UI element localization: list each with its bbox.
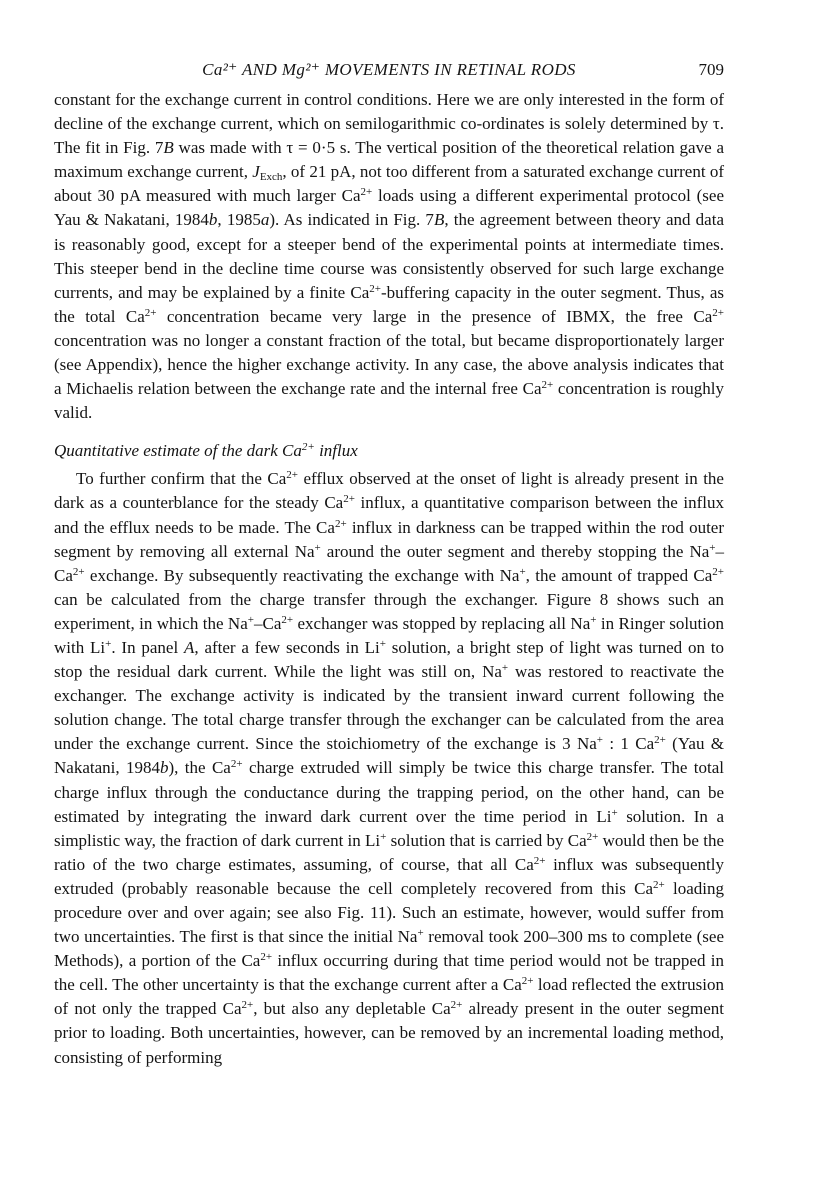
figure-panel-ref: B bbox=[433, 210, 445, 230]
text-run: loads using a different experimental protocol (see Yau & Nakatani, 1984 bbox=[54, 186, 724, 230]
section-heading bbox=[54, 439, 724, 463]
text-run: would then be the ratio of the two charge estimates, assuming, of course, that all Ca bbox=[54, 830, 724, 874]
superscript: 2+ bbox=[260, 951, 273, 964]
superscript: 2+ bbox=[343, 493, 355, 506]
superscript: 2+ bbox=[230, 758, 243, 771]
superscript: 2+ bbox=[654, 734, 666, 747]
superscript: + bbox=[709, 541, 716, 554]
running-title: Ca²⁺ AND Mg²⁺ MOVEMENTS IN RETINAL RODS bbox=[202, 60, 576, 79]
text-run: charge extruded will simply be twice this charge transfer. The total charge influx through the conductance during the trapping period, on the other hand, can be estimated by integrating the inward dark current over the time period in Li bbox=[54, 758, 724, 826]
text-run: can be calculated from the charge transfer through the exchanger. Figure 8 shows such an experiment, in which the Na bbox=[54, 589, 724, 633]
text-run: (Yau & Nakatani, 1984 bbox=[54, 734, 725, 778]
superscript: 2+ bbox=[144, 306, 157, 319]
superscript: + bbox=[105, 637, 112, 650]
superscript: 2+ bbox=[653, 878, 665, 891]
text-run: solution, a bright step of light was turned on to stop the residual dark current. While the light was still on, Na bbox=[54, 637, 724, 682]
text-run: loading procedure over and over again; see also Fig. 11). Such an estimate, however, would suffer from two uncertainties. The first is that since the initial Na bbox=[54, 878, 725, 947]
superscript: + bbox=[590, 613, 597, 626]
text-run: constant for the exchange current in control conditions. Here we are only interested in the form of decline of the exchange current, which on semilogarithmic co-ordinates is solely determined by τ. The fit in Fig. 7 bbox=[54, 90, 724, 158]
text-run: solution. In a simplistic way, the fraction of dark current in Li bbox=[54, 806, 724, 850]
text-run: . In panel bbox=[111, 637, 184, 657]
superscript: + bbox=[501, 662, 509, 675]
text-run: solution that is carried by Ca bbox=[386, 830, 587, 850]
citation-letter: b bbox=[208, 210, 218, 230]
superscript: 2+ bbox=[586, 830, 599, 843]
text-run: , the amount of trapped Ca bbox=[525, 565, 713, 585]
text-run: ), the Ca bbox=[168, 758, 231, 778]
subscript-exch: Exch bbox=[259, 171, 283, 184]
heading-text: Quantitative estimate of the dark Ca bbox=[54, 441, 302, 461]
superscript: 2+ bbox=[712, 565, 724, 578]
journal-page bbox=[54, 58, 724, 1070]
text-run: load reflected the extrusion of not only the trapped Ca bbox=[54, 975, 724, 1019]
symbol-j: J bbox=[252, 162, 260, 182]
superscript: 2+ bbox=[72, 565, 85, 578]
text-run: , the agreement between theory and data is reasonably good, except for a steeper bend of the experimental points at intermediate times. This steeper bend in the decline time course was consistently observed for such large exchange currents, and may be explained by a finite Ca bbox=[54, 210, 724, 302]
text-run: influx was subsequently extruded (probably reasonable because the cell completely recovered from this Ca bbox=[54, 854, 724, 898]
superscript: 2+ bbox=[369, 282, 381, 295]
superscript: 2+ bbox=[533, 854, 546, 867]
page-header bbox=[54, 58, 724, 88]
superscript: + bbox=[247, 613, 254, 626]
text-run: in Ringer solution with Li bbox=[54, 613, 725, 657]
text-run: was made with τ = 0·5 s. The vertical position of the theoretical relation gave a maximum exchange current, bbox=[54, 138, 724, 182]
panel-letter: A bbox=[184, 637, 195, 657]
superscript: 2+ bbox=[712, 306, 724, 319]
superscript: 2+ bbox=[301, 441, 315, 454]
superscript: 2+ bbox=[541, 379, 554, 392]
text-run: ). As indicated in Fig. 7 bbox=[269, 210, 434, 230]
text-run: influx in darkness can be trapped within the rod outer segment by removing all external Na bbox=[54, 517, 724, 561]
superscript: + bbox=[417, 927, 424, 940]
superscript: 2+ bbox=[241, 999, 254, 1012]
citation-letter: a bbox=[260, 210, 270, 230]
superscript: + bbox=[379, 637, 386, 650]
superscript: + bbox=[519, 565, 526, 578]
superscript: + bbox=[380, 830, 387, 843]
text-run: was restored to reactivate the exchanger. The exchange activity is indicated by the transient inward current following the solution change. The total charge transfer through the exchanger can be calculated from the area under the exchange current. Since the stoichiometry of the exchange is 3 Na bbox=[54, 662, 724, 754]
figure-panel-ref: B bbox=[163, 138, 174, 158]
text-run: influx, a quantitative comparison between the influx and the efflux needs to be made. The Ca bbox=[54, 493, 725, 537]
text-run: , 1985 bbox=[217, 210, 261, 230]
text-run: -buffering capacity in the outer segment. Thus, as the total Ca bbox=[54, 282, 724, 326]
citation-letter: b bbox=[160, 758, 169, 778]
paragraph-dark-influx-estimate bbox=[54, 467, 724, 1069]
superscript: + bbox=[596, 734, 604, 747]
superscript: 2+ bbox=[334, 517, 347, 530]
superscript: 2+ bbox=[450, 999, 463, 1012]
text-run: efflux observed at the onset of light is already present in the dark as a counterblance for the steady Ca bbox=[54, 469, 724, 513]
superscript: 2+ bbox=[286, 469, 298, 482]
text-run: –Ca bbox=[54, 541, 724, 585]
paragraph-exchange-current-fit bbox=[54, 88, 724, 425]
text-run: removal took 200–300 ms to complete (see Methods), a portion of the Ca bbox=[54, 927, 724, 971]
text-run: concentration was no longer a constant fraction of the total, but became disproportionately larger (see Appendix), hence the higher exchange activity. In any case, the above analysis indicates that a Michaelis relation between the exchange rate and the internal free Ca bbox=[54, 330, 724, 399]
superscript: 2+ bbox=[521, 975, 534, 988]
text-run: , of 21 pA, not too different from a saturated exchange current of about 30 pA measured with much larger Ca bbox=[54, 162, 724, 206]
text-run: –Ca bbox=[253, 613, 282, 633]
text-run: around the outer segment and thereby stopping the Na bbox=[320, 541, 710, 561]
text-run: concentration became very large in the presence of IBMX, the free Ca bbox=[156, 306, 713, 326]
superscript: + bbox=[314, 541, 321, 554]
text-run: , but also any depletable Ca bbox=[253, 999, 451, 1019]
text-run: exchanger was stopped by replacing all Na bbox=[293, 613, 591, 633]
superscript: + bbox=[611, 806, 618, 819]
text-run: influx occurring during that time period would not be trapped in the cell. The other uncertainty is that the exchange current after a Ca bbox=[54, 951, 724, 995]
page-number: 709 bbox=[698, 60, 724, 79]
text-run: , after a few seconds in Li bbox=[194, 637, 380, 657]
text-run: To further confirm that the Ca bbox=[76, 469, 287, 489]
text-run: : 1 Ca bbox=[603, 734, 655, 754]
text-run: concentration is roughly valid. bbox=[54, 379, 724, 423]
heading-text: influx bbox=[314, 441, 358, 461]
text-run: exchange. By subsequently reactivating the exchange with Na bbox=[84, 565, 520, 585]
superscript: 2+ bbox=[281, 613, 294, 626]
superscript: 2+ bbox=[360, 186, 373, 199]
text-run: already present in the outer segment prior to loading. Both uncertainties, however, can be removed by an incremental loading method, consisting of performing bbox=[54, 999, 724, 1067]
